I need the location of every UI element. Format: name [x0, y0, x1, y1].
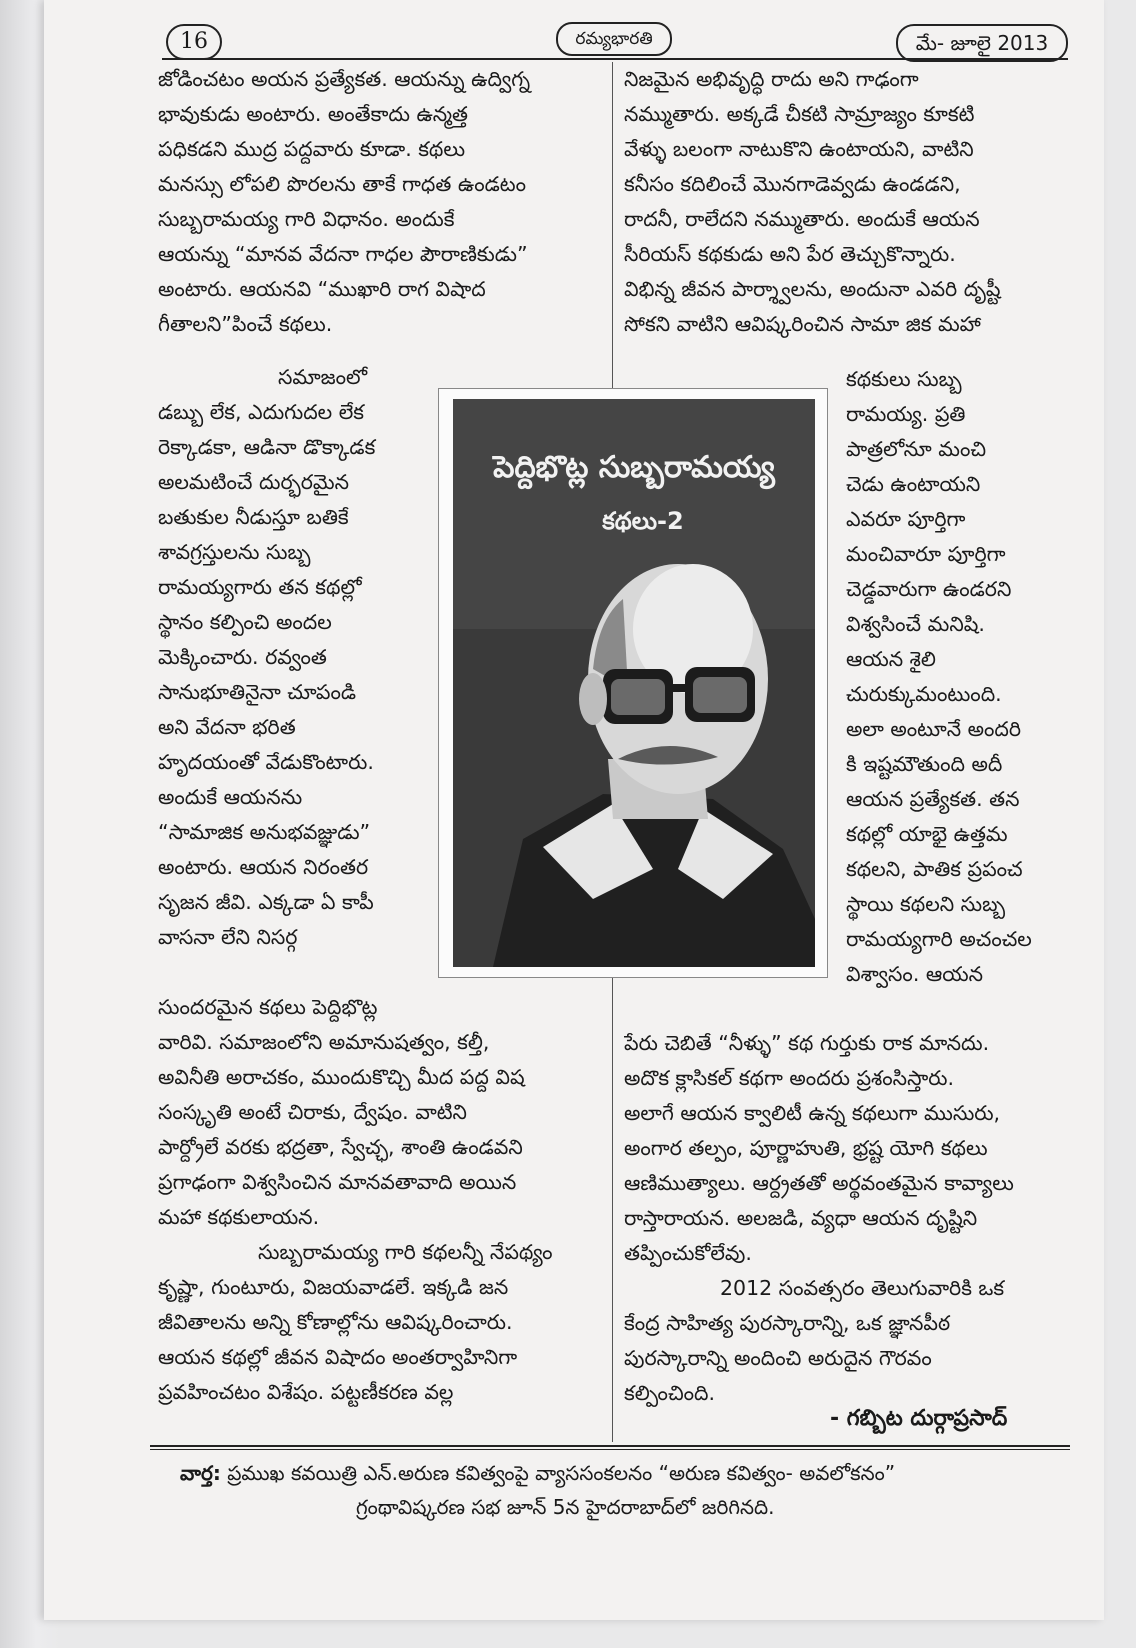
- text-line: హృదయంతో వేడుకొంటారు.: [158, 750, 374, 774]
- footer-rule: [150, 1445, 1070, 1447]
- text-line: సానుభూతినైనా చూపండి: [158, 680, 357, 704]
- news-brief: [180, 1456, 1060, 1524]
- text-line: చెడు ఉంటాయని: [846, 472, 981, 496]
- text-line: 2012 సంవత్సరం తెలుగువారికి ఒక: [720, 1276, 1005, 1300]
- text-line: సుందరమైన కథలు పెద్దిభొట్ల: [158, 995, 378, 1019]
- text-line: డబ్బు లేక, ఎదుగుదల లేక: [158, 400, 364, 424]
- text-line: అందుకే ఆయనను: [158, 785, 303, 809]
- text-line: కనీసం కదిలించే మొనగాడెవ్వడు ఉండడని,: [624, 172, 961, 196]
- text-line: రామయ్యగారి అచంచల: [846, 927, 1032, 951]
- text-line: శావగ్రస్తులను సుబ్బ: [158, 540, 311, 564]
- text-line: ప్రవహించటం విశేషం. పట్టణీకరణ వల్ల: [158, 1380, 454, 1404]
- text-line: సోకని వాటిని ఆవిష్కరించిన సామా జిక మహా: [624, 312, 981, 336]
- text-line: విశ్వాసం. ఆయన: [846, 962, 983, 986]
- news-label: వార్త:: [180, 1461, 221, 1485]
- text-line: సుబ్బరామయ్య గారి కథలన్నీ నేపథ్యం: [258, 1240, 553, 1264]
- text-line: సీరియస్ కథకుడు అని పేర తెచ్చుకొన్నారు.: [624, 242, 956, 266]
- text-line: మనస్సు లోపలి పొరలను తాకే గాధత ఉండటం: [158, 172, 527, 196]
- text-line: పురస్కారాన్ని అందించి అరుదైన గౌరవం: [624, 1346, 932, 1370]
- text-line: ఆయన ప్రత్యేకత. తన: [846, 787, 1020, 811]
- text-line: సంస్కృతి అంటే చిరాకు, ద్వేషం. వాటిని: [158, 1100, 467, 1124]
- text-line: జోడించటం అయన ప్రత్యేకత. ఆయన్ను ఉద్విగ్న: [158, 67, 531, 91]
- left-column-narrow: [158, 360, 420, 955]
- text-line: పార్ద్రోలే వరకు భద్రతా, స్వేచ్ఛ, శాంతి ఉండవని: [158, 1135, 523, 1159]
- text-line: భావుకుడు అంటారు. అంతేకాదు ఉన్మత్త: [158, 102, 468, 126]
- text-line: కథలని, పాతిక ప్రపంచ: [846, 857, 1023, 881]
- text-line: కి ఇష్టమౌతుంది అదీ: [846, 752, 1003, 776]
- text-line: ప్రగాఢంగా విశ్వసించిన మానవతావాది అయిన: [158, 1170, 517, 1194]
- text-line: సమాజంలో: [278, 365, 368, 389]
- header-rule: [162, 58, 1068, 60]
- text-line: రామయ్య. ప్రతి: [846, 402, 966, 426]
- text-line: అలాగే ఆయన క్వాలిటీ ఉన్న కథలుగా ముసురు,: [624, 1101, 1001, 1125]
- text-line: పధికడని ముద్ర పద్దవారు కూడా. కథలు: [158, 137, 466, 161]
- text-line: ఆయన్ను “మానవ వేదనా గాధల పౌరాణికుడు”: [158, 242, 528, 266]
- news-text-line2: గ్రంథావిష్కరణ సభ జూన్ 5న హైదరాబాద్‌లో జరిగినది.: [356, 1495, 775, 1519]
- text-line: కథకులు సుబ్బ: [846, 367, 962, 391]
- text-line: రాదనీ, రాలేదని నమ్ముతారు. అందుకే ఆయన: [624, 207, 980, 231]
- text-line: వాసనా లేని నిసర్గ: [158, 925, 298, 949]
- right-column-bottom: [624, 1026, 1066, 1411]
- text-line: సృజన జీవి. ఎక్కడా ఏ కాపీ: [158, 890, 374, 914]
- text-line: కేంద్ర సాహిత్య పురస్కారాన్ని, ఒక జ్ఞానపీఠ: [624, 1311, 951, 1335]
- text-line: నమ్ముతారు. అక్కడే చీకటి సామ్రాజ్యం కూకటి: [624, 102, 975, 126]
- text-line: వారివి. సమాజంలోని అమానుషత్వం, కల్తీ,: [158, 1030, 490, 1054]
- text-line: జీవితాలను అన్ని కోణాల్లోను ఆవిష్కరించారు.: [158, 1310, 513, 1334]
- text-line: సుబ్బరామయ్య గారి విధానం. అందుకే: [158, 207, 455, 231]
- text-line: ఎవరూ పూర్తిగా: [846, 507, 966, 531]
- text-line: విభిన్న జీవన పార్శ్వాలను, అందునా ఎవరి దృష్టీ: [624, 277, 1001, 301]
- text-line: రాస్తారాయన. అలజడి, వ్యధా ఆయన దృష్టిని: [624, 1206, 978, 1230]
- news-text-line1: ప్రముఖ కవయిత్రి ఎన్.అరుణ కవిత్వంపై వ్యాససంకలనం “అరుణ కవిత్వం- అవలోకనం”: [227, 1461, 896, 1485]
- text-line: అలమటించే దుర్భరమైన: [158, 470, 349, 494]
- text-line: పేరు చెబితే “నీళ్ళు” కథ గుర్తుకు రాక మానదు.: [624, 1031, 990, 1055]
- footer-rule-thin: [150, 1449, 1070, 1450]
- text-line: ఆణిముత్యాలు. ఆర్ద్రతతో అర్థవంతమైన కావ్యాలు: [624, 1171, 1014, 1195]
- text-line: అంటారు. ఆయన నిరంతర: [158, 855, 369, 879]
- text-line: అవినీతి అరాచకం, ముందుకొచ్చి మీద పద్ద విష: [158, 1065, 525, 1089]
- text-line: అంగార తల్పం, పూర్ణాహుతి, భ్రష్ట యోగి కథలు: [624, 1136, 988, 1160]
- issue-date: మే- జూలై 2013: [896, 24, 1068, 62]
- text-line: వేళ్ళు బలంగా నాటుకొని ఉంటాయని, వాటిని: [624, 137, 974, 161]
- text-line: అని వేదనా భరిత: [158, 715, 296, 739]
- text-line: కథల్లో యాభై ఉత్తమ: [846, 822, 1008, 846]
- text-line: నిజమైన అభివృద్ధి రాదు అని గాఢంగా: [624, 67, 919, 91]
- text-line: రెక్కాడకా, ఆడినా డొక్కాడక: [158, 435, 376, 459]
- portrait-illustration: [453, 399, 815, 967]
- left-column-bottom: [158, 990, 596, 1410]
- cover-subtitle: కథలు-2: [602, 507, 684, 535]
- text-line: పాత్రలోనూ మంచి: [846, 437, 987, 461]
- text-line: మహా కథకులాయన.: [158, 1205, 320, 1229]
- text-line: చురుక్కుమంటుంది.: [846, 682, 1002, 706]
- text-line: విశ్వసించే మనిషి.: [846, 612, 985, 636]
- text-line: అంటారు. ఆయనవి “ముఖారి రాగ విషాద: [158, 277, 486, 301]
- text-line: తప్పించుకోలేవు.: [624, 1241, 752, 1265]
- text-line: గీతాలని”పించే కథలు.: [158, 312, 333, 336]
- cover-title: పెద్దిభొట్ల సుబ్బరామయ్య: [493, 450, 775, 485]
- text-line: ఆయన శైలి: [846, 647, 936, 671]
- book-cover-photo: [453, 399, 815, 967]
- book-cover-frame: [438, 388, 828, 978]
- right-column-top: [624, 62, 1066, 342]
- text-line: అదొక క్లాసికల్ కథగా అందరు ప్రశంసిస్తారు.: [624, 1066, 954, 1090]
- page-number: 16: [166, 24, 222, 60]
- text-line: ఆయన కథల్లో జీవన విషాదం అంతర్వాహినిగా: [158, 1345, 518, 1369]
- right-column-narrow: [846, 362, 1066, 992]
- text-line: అలా అంటూనే అందరి: [846, 717, 1022, 741]
- author-signature: - గబ్బిట దుర్గాప్రసాద్: [830, 1406, 1008, 1431]
- text-line: కృష్ణా, గుంటూరు, విజయవాడలే. ఇక్కడి జన: [158, 1275, 509, 1299]
- text-line: రామయ్యగారు తన కథల్లో: [158, 575, 362, 599]
- text-line: స్థానం కల్పించి అందల: [158, 610, 332, 634]
- text-line: “సామాజిక అనుభవజ్ఞుడు”: [158, 820, 371, 844]
- text-line: మంచివారూ పూర్తిగా: [846, 542, 1006, 566]
- left-column-top: [158, 62, 596, 342]
- magazine-title: రమ్యభారతి: [556, 22, 672, 56]
- text-line: కల్పించింది.: [624, 1381, 716, 1405]
- text-line: బతుకుల నీడుస్తూ బతికే: [158, 505, 349, 529]
- text-line: మెక్కించారు. రవ్వంత: [158, 645, 327, 669]
- text-line: చెడ్డవారుగా ఉండరని: [846, 577, 1012, 601]
- text-line: స్థాయి కథలని సుబ్బ: [846, 892, 1006, 916]
